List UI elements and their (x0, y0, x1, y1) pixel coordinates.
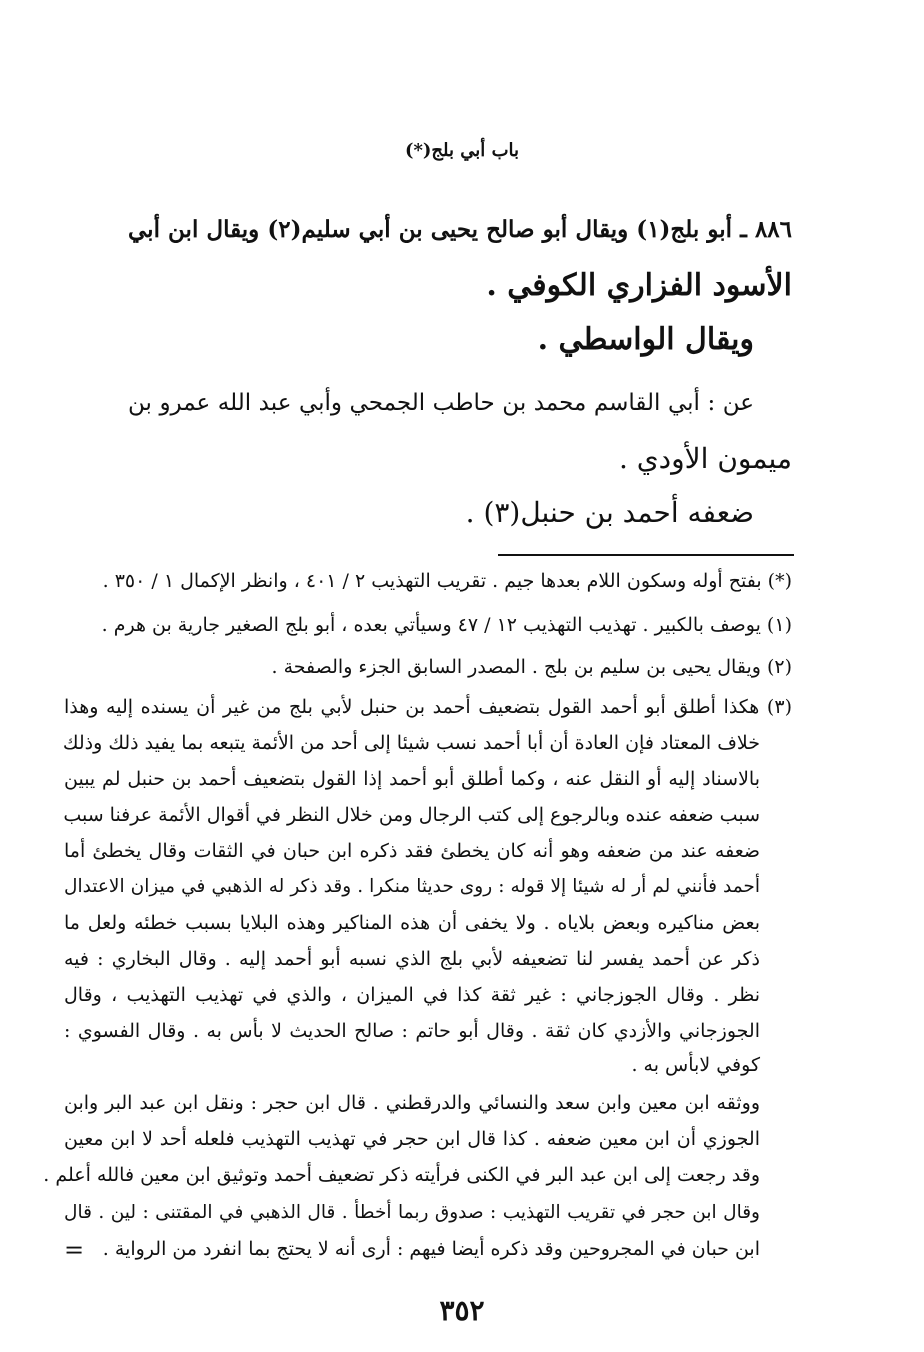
footnote-3-line: بالاسناد إليه أو النقل عنه ، وكما أطلق أبو أحمد إذا القول بتضعيف أحمد بن حنبل لم يبين (64, 768, 760, 790)
footnote-2: (٢) ويقال يحيى بن سليم بن بلج . المصدر السابق الجزء والصفحة . (271, 656, 792, 678)
footnote-star: (*) بفتح أوله وسكون اللام بعدها جيم . تقريب التهذيب ٢ / ٤٠١ ، وانظر الإكمال ١ / ٣٥٠ . (102, 570, 792, 592)
footnote-3-line: خلاف المعتاد فإن العادة أن أبا أحمد نسب شيئا إلى أحد من الأئمة يتبعه بما يفيد ذلك وذلك (62, 732, 760, 754)
continuation-mark: = (64, 1236, 85, 1264)
footnote-3-line: بعض مناكيره وبعض بلاياه . ولا يخفى أن هذه المناكير وهذه البلايا بسبب خطئه ولعل ما (64, 912, 760, 934)
footnote-3-line: سبب ضعفه عنده وبالرجوع إلى كتب الرجال ومن خلال النظر في أقوال الأئمة عرفنا سبب (63, 804, 760, 826)
footnote-3-line: ضعفه عند من ضعفه وهو أنه كان يخطئ فقد ذكره ابن حبان في الثقات وقال يخطئ أما (64, 840, 760, 862)
entry-heading-line-2: الأسود الفزاري الكوفي . (486, 268, 792, 303)
footnote-para2-line: ووثقه ابن معين وابن سعد والنسائي والدرقطني . قال ابن حجر : ونقل ابن عبد البر وابن (64, 1092, 760, 1114)
page-number: ٣٥٢ (439, 1294, 485, 1327)
entry-heading-line-3: ويقال الواسطي . (537, 322, 754, 357)
narrators-line-1: عن : أبي القاسم محمد بن حاطب الجمحي وأبي عبد الله عمرو بن (128, 390, 754, 416)
footnote-3-line: نظر . وقال الجوزجاني : غير ثقة كذا في الميزان ، والذي في تهذيب التهذيب ، وقال (64, 984, 760, 1006)
footnote-para2-line: الجوزي أن ابن معين ضعفه . كذا قال ابن حجر في تهذيب التهذيب فلعله أحد لا ابن معين (64, 1128, 760, 1150)
narrators-line-2: ميمون الأودي . (618, 442, 792, 475)
footnote-3-line: ذكر عن أحمد يفسر لنا تضعيفه لأبي بلج الذي نسبه أبو أحمد إليه . وقال البخاري : فيه (64, 948, 760, 970)
footnote-3-line: كوفي لابأس به . (631, 1054, 760, 1076)
footnote-3-line: أحمد فأنني لم أر له شيئا إلا قوله : روى حديثا منكرا . وقد ذكر له الذهبي في ميزان الاعتدال (64, 876, 760, 897)
entry-heading-line-1: ٨٨٦ ـ أبو بلج(١) ويقال أبو صالح يحيى بن أبي سليم(٢) ويقال ابن أبي (128, 216, 792, 243)
footnote-para3-line: وقال ابن حجر في تقريب التهذيب : صدوق ربما أخطأ . قال الذهبي في المقتنى : لين . قال (64, 1202, 760, 1223)
footnote-para2-line: وقد رجعت إلى ابن عبد البر في الكنى فرأيته ذكر تضعيف أحمد وتوثيق ابن معين فالله أعلم . (43, 1164, 760, 1186)
footnote-1: (١) يوصف بالكبير . تهذيب التهذيب ١٢ / ٤٧ وسيأتي بعده ، أبو بلج الصغير جارية بن هرم . (101, 614, 792, 636)
footnote-3-line: (٣) هكذا أطلق أبو أحمد القول بتضعيف أحمد بن حنبل لأبي بلج من غير أن يسنده إليه وهذا (64, 696, 792, 718)
footnote-3-line: الجوزجاني والأزدي كان ثقة . وقال أبو حاتم : صالح الحديث لا بأس به . وقال الفسوي : (64, 1020, 760, 1042)
footnote-divider (498, 554, 794, 556)
footnote-para3-line: ابن حبان في المجروحين وقد ذكره أيضا فيهم : أرى أنه لا يحتج بما انفرد من الرواية . (102, 1238, 760, 1260)
weakened-by-line: ضعفه أحمد بن حنبل(٣) . (465, 496, 754, 529)
chapter-title: باب أبي بلج(*) (404, 140, 520, 161)
